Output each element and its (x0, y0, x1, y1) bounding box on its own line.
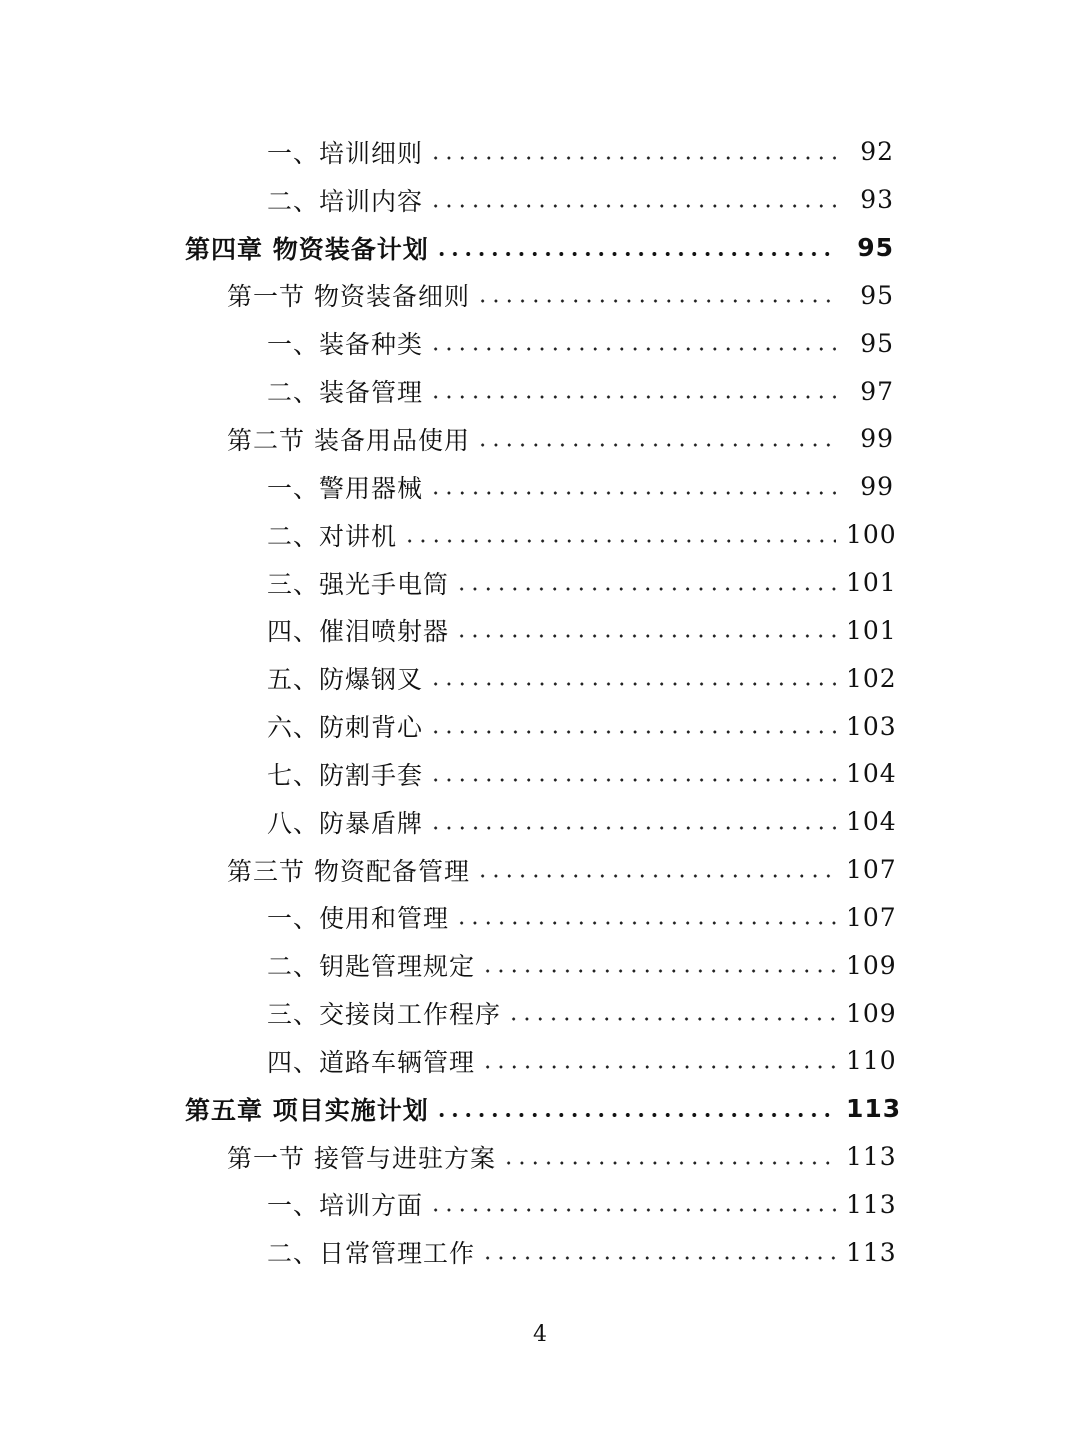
toc-entry[interactable] (267, 606, 897, 654)
toc-section-title: 第一节 物资装备细则 (227, 282, 470, 312)
toc-entry-page: 92 (860, 137, 894, 167)
toc-entry-title: 七、防割手套 (267, 760, 424, 790)
toc-entry[interactable] (267, 941, 897, 989)
toc-dot-leader (429, 775, 836, 785)
toc-chapter-title: 第四章 物资装备计划 (185, 234, 429, 264)
toc-dot-leader (476, 440, 836, 450)
toc-dot-leader (476, 296, 836, 306)
toc-section-entry[interactable] (227, 1133, 897, 1181)
toc-entry-page: 104 (846, 807, 897, 837)
toc-entry-page: 95 (860, 328, 894, 358)
toc-dot-leader (455, 918, 836, 928)
toc-dot-leader (481, 1253, 836, 1263)
toc-entry[interactable] (267, 654, 897, 702)
toc-entry-title: 二、装备管理 (267, 378, 424, 408)
toc-entry-page: 113 (846, 1237, 897, 1267)
toc-entry-page: 109 (846, 998, 897, 1028)
toc-entry[interactable] (267, 176, 894, 224)
toc-entry[interactable] (267, 1037, 897, 1085)
toc-entry-title: 三、强光手电筒 (267, 569, 450, 599)
toc-entry-page: 102 (846, 663, 897, 693)
toc-entry-title: 一、警用器械 (267, 473, 424, 503)
toc-entry-title: 五、防爆钢叉 (267, 665, 424, 695)
toc-entry-page: 99 (860, 424, 894, 454)
toc-entry-page: 103 (846, 711, 897, 741)
toc-entry-title: 三、交接岗工作程序 (267, 1000, 502, 1030)
toc-chapter-entry[interactable] (185, 1085, 902, 1133)
toc-dot-leader (429, 727, 836, 737)
toc-section-title: 第二节 装备用品使用 (227, 425, 470, 455)
toc-chapter-entry[interactable] (185, 224, 894, 272)
toc-entry-page: 107 (846, 902, 897, 932)
toc-entry[interactable] (267, 750, 897, 798)
toc-dot-leader (435, 249, 836, 259)
toc-dot-leader (429, 392, 836, 402)
page-number: 4 (533, 1322, 547, 1347)
toc-dot-leader (429, 344, 836, 354)
toc-chapter-title: 第五章 项目实施计划 (185, 1095, 429, 1125)
toc-entry[interactable] (267, 128, 894, 176)
toc-entry[interactable] (267, 367, 894, 415)
toc-entry-page: 93 (860, 185, 894, 215)
toc-entry-title: 四、道路车辆管理 (267, 1047, 476, 1077)
toc-dot-leader (429, 201, 836, 211)
toc-dot-leader (507, 1014, 836, 1024)
toc-entry[interactable] (267, 894, 897, 942)
toc-entry[interactable] (267, 319, 894, 367)
toc-entry-title: 一、培训方面 (267, 1191, 424, 1221)
toc-entry-page: 113 (846, 1094, 902, 1124)
toc-entry-page: 110 (846, 1046, 897, 1076)
toc-entry[interactable] (267, 798, 897, 846)
toc-entry-title: 四、催泪喷射器 (267, 617, 450, 647)
toc-dot-leader (476, 871, 836, 881)
toc-section-entry[interactable] (227, 415, 894, 463)
toc-entry-page: 95 (860, 280, 894, 310)
toc-entry[interactable] (267, 1181, 897, 1229)
toc-entry-page: 107 (846, 855, 897, 885)
toc-entry[interactable] (267, 989, 897, 1037)
toc-section-title: 第一节 接管与进驻方案 (227, 1143, 496, 1173)
toc-entry-page: 100 (846, 520, 897, 550)
toc-dot-leader (429, 1205, 836, 1215)
toc-section-entry[interactable] (227, 272, 894, 320)
toc-dot-leader (403, 536, 836, 546)
toc-entry[interactable] (267, 702, 897, 750)
toc-dot-leader (429, 823, 836, 833)
toc-dot-leader (455, 631, 836, 641)
toc-dot-leader (429, 153, 836, 163)
table-of-contents (0, 128, 1080, 1276)
toc-dot-leader (429, 679, 836, 689)
toc-entry-page: 97 (860, 376, 894, 406)
toc-entry-page: 101 (846, 615, 897, 645)
toc-entry[interactable] (267, 1228, 897, 1276)
toc-section-entry[interactable] (227, 846, 897, 894)
toc-entry[interactable] (267, 511, 897, 559)
toc-entry-page: 101 (846, 568, 897, 598)
toc-entry-title: 一、培训细则 (267, 138, 424, 168)
toc-entry-title: 二、培训内容 (267, 186, 424, 216)
toc-dot-leader (502, 1158, 836, 1168)
toc-entry-title: 二、钥匙管理规定 (267, 952, 476, 982)
toc-entry-title: 一、使用和管理 (267, 904, 450, 934)
toc-dot-leader (435, 1110, 836, 1120)
toc-dot-leader (429, 488, 836, 498)
toc-dot-leader (481, 1062, 836, 1072)
toc-entry[interactable] (267, 559, 897, 607)
toc-section-title: 第三节 物资配备管理 (227, 856, 470, 886)
toc-entry-title: 八、防暴盾牌 (267, 808, 424, 838)
toc-entry-page: 113 (846, 1189, 897, 1219)
toc-entry-title: 二、对讲机 (267, 521, 398, 551)
toc-entry-page: 113 (846, 1142, 897, 1172)
toc-entry-page: 99 (860, 472, 894, 502)
toc-entry-title: 六、防刺背心 (267, 713, 424, 743)
toc-entry-page: 104 (846, 759, 897, 789)
toc-dot-leader (481, 966, 836, 976)
toc-entry-page: 95 (857, 233, 894, 263)
toc-entry-title: 二、日常管理工作 (267, 1239, 476, 1269)
toc-entry-page: 109 (846, 950, 897, 980)
toc-entry-title: 一、装备种类 (267, 330, 424, 360)
toc-dot-leader (455, 584, 836, 594)
toc-entry[interactable] (267, 463, 894, 511)
